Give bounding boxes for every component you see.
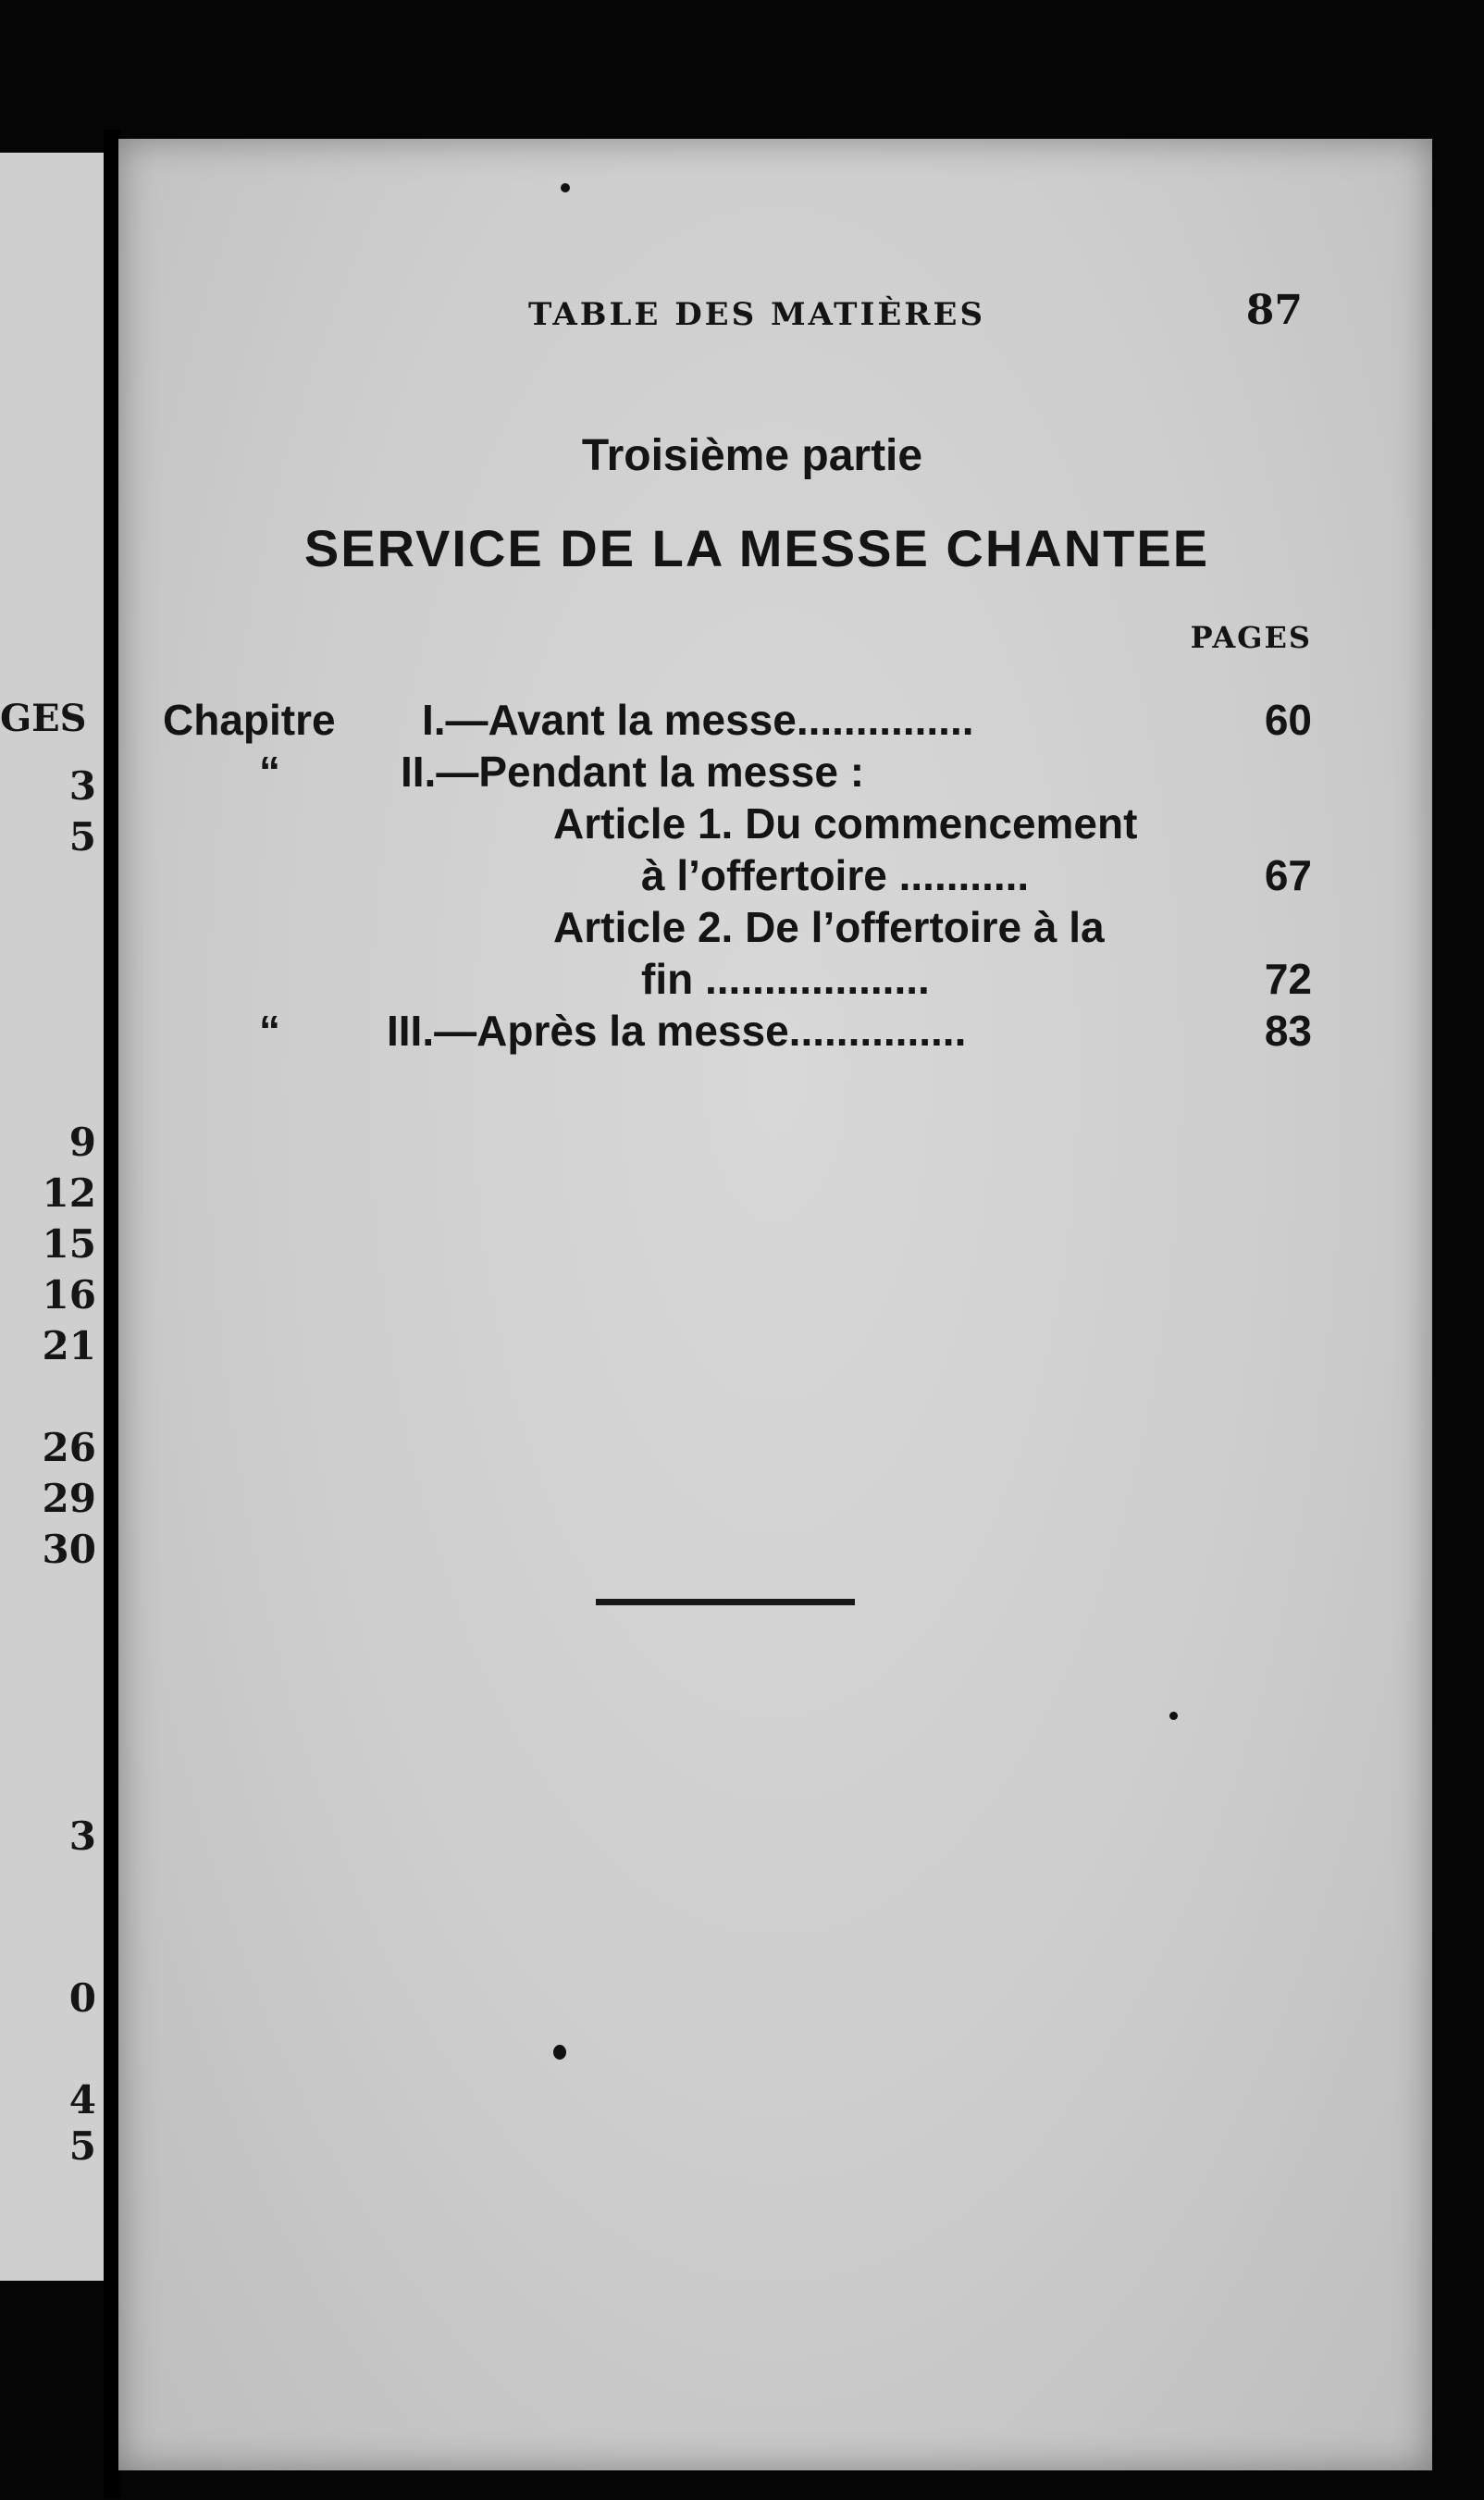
- paper-speck: [1169, 1712, 1178, 1720]
- left-page-number: 9: [68, 1120, 96, 1165]
- book-page: [118, 139, 1432, 2470]
- toc-entry-text: I.—Avant la messe...............: [422, 696, 974, 744]
- paper-speck: [553, 2045, 566, 2060]
- left-page-number: 3: [68, 1813, 96, 1859]
- toc-entry-text: III.—Après la messe...............: [387, 1007, 967, 1055]
- left-page-fragment: [0, 153, 104, 2281]
- toc-entry-text: Article 2. De l’offertoire à la: [553, 903, 1105, 951]
- left-page-number: 4: [68, 2077, 96, 2123]
- left-page-number: 12: [42, 1170, 96, 1216]
- page-number: 87: [1245, 287, 1303, 334]
- toc-entry-page: 67: [1264, 851, 1312, 899]
- paper-speck: [561, 183, 570, 192]
- left-page-number: 21: [42, 1323, 96, 1368]
- running-head: TABLE DES MATIÈRES: [527, 296, 985, 333]
- section-title: SERVICE DE LA MESSE CHANTEE: [303, 519, 1210, 577]
- left-page-number: 15: [42, 1221, 96, 1267]
- left-page-number: 0: [68, 1975, 96, 2021]
- left-page-number: 26: [42, 1425, 96, 1470]
- toc-entry-text: à l’offertoire ...........: [641, 851, 1030, 899]
- toc-chapter-label: Chapitre: [163, 696, 336, 744]
- part-title: Troisième partie: [581, 431, 923, 480]
- toc-entry-text: II.—Pendant la messe :: [401, 748, 865, 796]
- left-page-number: 5: [68, 2123, 96, 2169]
- table-of-contents: [118, 139, 1432, 1249]
- toc-entry-page: 60: [1264, 696, 1312, 744]
- toc-entry-page: 72: [1264, 955, 1312, 1003]
- toc-entry-page: 83: [1264, 1007, 1312, 1055]
- left-page-number: 5: [68, 814, 96, 860]
- toc-entry-text: fin ...................: [641, 955, 930, 1003]
- pages-column-label: PAGES: [1190, 620, 1312, 655]
- left-page-number: 16: [42, 1272, 96, 1318]
- toc-ditto-mark: “: [259, 748, 280, 796]
- left-page-number: 3: [68, 763, 96, 809]
- toc-entry-text: Article 1. Du commencement: [553, 799, 1138, 848]
- decorative-rule: [596, 1599, 855, 1605]
- left-page-pages-fragment: GES: [0, 697, 87, 740]
- left-page-number: 29: [42, 1476, 96, 1521]
- toc-ditto-mark: “: [259, 1007, 280, 1055]
- left-page-number: 30: [42, 1527, 96, 1572]
